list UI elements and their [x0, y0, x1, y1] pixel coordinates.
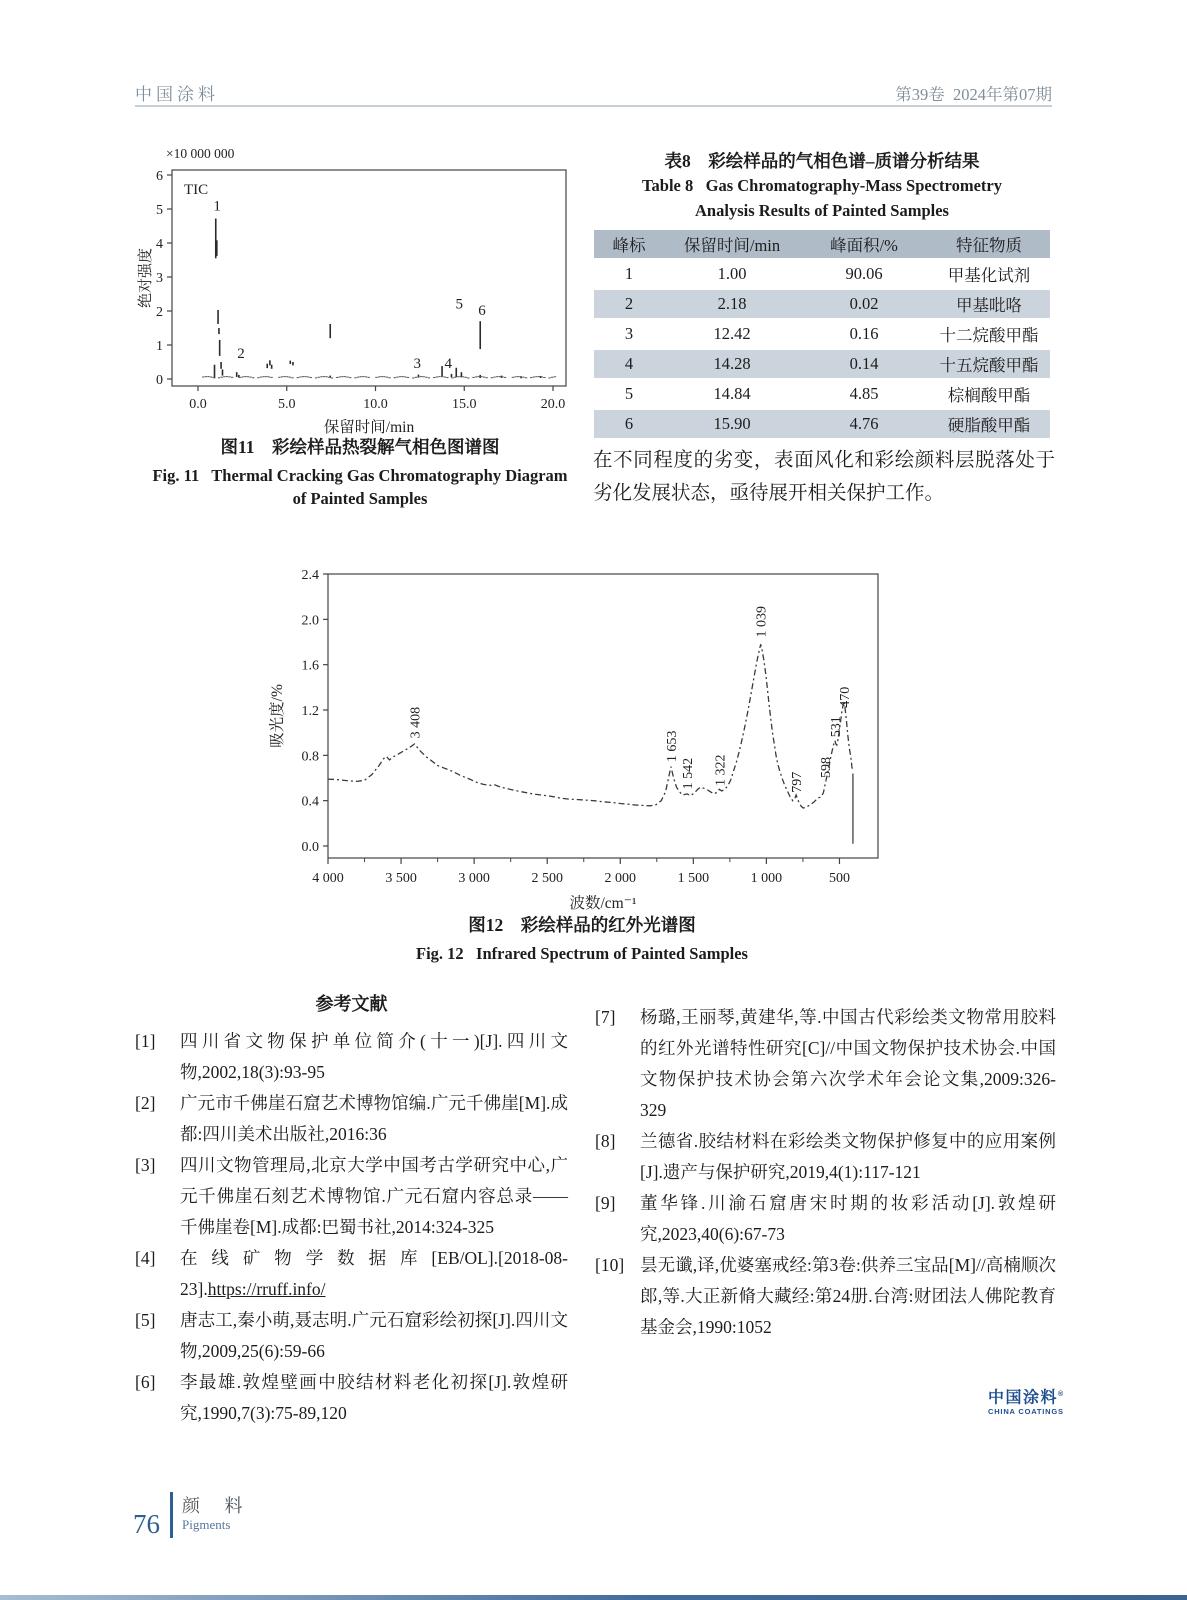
svg-text:20.0: 20.0: [540, 397, 566, 412]
reference-number: [10]: [595, 1255, 625, 1275]
svg-text:波数/cm⁻¹: 波数/cm⁻¹: [569, 895, 637, 912]
reference-text: 唐志工,秦小萌,聂志明.广元石窟彩绘初探[J].四川文物,2009,25(6):59-66: [180, 1310, 568, 1361]
footer-divider: [170, 1492, 173, 1538]
svg-text:4: 4: [444, 356, 453, 373]
references-list-left: [135, 1026, 568, 1429]
table-cell: 3: [624, 324, 634, 343]
figure11-caption-en-line2: of Painted Samples: [292, 489, 428, 508]
svg-text:3: 3: [156, 271, 163, 286]
svg-text:2 500: 2 500: [531, 871, 563, 886]
ir-chart: [266, 556, 898, 916]
reference-text: 兰德省.胶结材料在彩绘类文物保护修复中的应用案例[J].遗产与保护研究,2019,4(1):117-121: [640, 1131, 1056, 1182]
gcms-table-head: [594, 230, 1050, 259]
reference-item: [135, 1088, 568, 1150]
table-row: [594, 319, 1050, 349]
table-cell: 甲基化试剂: [947, 266, 1031, 285]
svg-text:吸光度/%: 吸光度/%: [269, 684, 286, 748]
reference-text: 昙无谶,译,优婆塞戒经:第3卷:供养三宝品[M]//高楠顺次郎,等.大正新脩大藏经:第24册.台湾:财团法人佛陀教育基金会,1990:1052: [640, 1255, 1056, 1337]
references-list-right: [595, 1002, 1056, 1343]
svg-text:0.4: 0.4: [301, 794, 319, 810]
reference-number: [3]: [135, 1155, 156, 1175]
svg-text:3 500: 3 500: [385, 871, 417, 886]
svg-text:1 500: 1 500: [677, 871, 710, 886]
svg-text:797: 797: [790, 771, 806, 793]
svg-text:5.0: 5.0: [278, 397, 296, 412]
table-cell: 14.84: [713, 384, 751, 403]
reference-item: [595, 1250, 1056, 1343]
logo-text-en: CHINA COATINGS: [988, 1407, 1064, 1417]
svg-text:500: 500: [828, 871, 850, 886]
table-cell: 0.02: [849, 294, 879, 313]
svg-text:15.0: 15.0: [452, 397, 477, 412]
svg-text:TIC: TIC: [184, 182, 209, 198]
table-row: [594, 379, 1050, 409]
svg-text:0.0: 0.0: [189, 397, 207, 412]
gcms-column-header: 峰面积/%: [830, 236, 898, 255]
tic-chart: [136, 140, 584, 440]
gcms-table-body: [594, 259, 1050, 439]
reference-number: [7]: [595, 1007, 616, 1027]
gcms-header-row: [594, 230, 1050, 259]
svg-text:2.0: 2.0: [301, 613, 319, 629]
svg-text:470: 470: [837, 686, 853, 708]
reference-url-link[interactable]: https://rruff.info/: [207, 1279, 326, 1299]
references-left-column: [135, 990, 568, 1429]
reference-number: [9]: [595, 1193, 616, 1213]
figure11-caption-zh: 图11 彩绘样品热裂解气相色图谱图: [220, 437, 500, 457]
svg-text:1 542: 1 542: [681, 757, 697, 790]
table-cell: 甲基吡咯: [956, 296, 1022, 315]
table-cell: 十五烷酸甲酯: [939, 356, 1039, 375]
table8-title-zh: 表8 彩绘样品的气相色谱–质谱分析结果: [664, 151, 980, 171]
reference-item: [135, 1150, 568, 1243]
gcms-column-header: 峰标: [612, 236, 646, 255]
table-cell: 15.90: [713, 414, 751, 433]
reference-text: 四川省文物保护单位简介(十一)[J].四川文物,2002,18(3):93-95: [180, 1031, 568, 1082]
references-heading: 参考文献: [315, 994, 388, 1014]
reference-item: [595, 1002, 1056, 1126]
page-footer: [133, 1492, 253, 1538]
svg-text:1 653: 1 653: [664, 730, 680, 763]
svg-text:2: 2: [237, 345, 245, 362]
page-number: 76: [133, 1509, 160, 1540]
table-cell: 5: [624, 384, 634, 403]
reference-item: [135, 1367, 568, 1429]
svg-text:2.4: 2.4: [301, 568, 319, 584]
table-cell: 90.06: [845, 264, 883, 283]
svg-text:5: 5: [455, 296, 464, 313]
table-cell: 十二烷酸甲酯: [939, 326, 1039, 345]
svg-text:保留时间/min: 保留时间/min: [323, 419, 415, 436]
figure11-caption: [136, 434, 584, 510]
svg-text:1: 1: [156, 339, 163, 354]
svg-text:1 039: 1 039: [754, 605, 770, 638]
references-right-column: [595, 1002, 1056, 1343]
figure12-caption: [266, 912, 898, 965]
svg-text:0.0: 0.0: [301, 840, 319, 855]
table-cell: 0.14: [849, 354, 879, 373]
reference-item: [135, 1243, 568, 1305]
svg-text:1.6: 1.6: [301, 658, 319, 674]
svg-text:4: 4: [156, 237, 163, 252]
reference-text: 在线矿物学数据库[EB/OL].[2018-08-23].https://rruff.info/: [180, 1248, 568, 1299]
table-cell: 4.76: [849, 414, 879, 433]
table-cell: 硬脂酸甲酯: [947, 416, 1031, 435]
svg-text:1.2: 1.2: [301, 704, 319, 720]
table8-title-en-line2: Analysis Results of Painted Samples: [695, 201, 949, 220]
table-cell: 0.16: [849, 324, 879, 343]
registered-mark-icon: ®: [1058, 1391, 1065, 1398]
svg-text:2: 2: [156, 305, 163, 320]
svg-text:598: 598: [819, 757, 835, 779]
svg-text:1 322: 1 322: [713, 754, 729, 786]
gcms-column-header: 保留时间/min: [683, 236, 781, 255]
svg-text:10.0: 10.0: [363, 397, 388, 412]
reference-text: 四川文物管理局,北京大学中国考古学研究中心,广元千佛崖石刻艺术博物馆.广元石窟内容总录——千佛崖卷[M].成都:巴蜀书社,2014:324-325: [180, 1155, 568, 1237]
svg-text:绝对强度: 绝对强度: [138, 247, 154, 309]
svg-text:6: 6: [156, 169, 163, 184]
svg-text:3 408: 3 408: [408, 706, 424, 739]
table-cell: 2.18: [717, 294, 747, 313]
table-row: [594, 259, 1050, 289]
reference-text: 杨璐,王丽琴,黄建华,等.中国古代彩绘类文物常用胶料的红外光谱特性研究[C]//中国文物保护技术协会.中国文物保护技术协会第六次学术年会论文集,2009:326-329: [640, 1007, 1056, 1120]
reference-text: 李最雄.敦煌壁画中胶结材料老化初探[J].敦煌研究,1990,7(3):75-89,120: [180, 1372, 568, 1423]
table-cell: 2: [624, 294, 634, 313]
gcms-column-header: 特征物质: [956, 236, 1022, 255]
svg-text:5: 5: [156, 203, 163, 218]
reference-number: [8]: [595, 1131, 616, 1151]
bottom-accent-bar: [0, 1595, 1187, 1600]
logo-text-zh: 中国涂料®: [988, 1389, 1065, 1407]
reference-number: [6]: [135, 1372, 156, 1392]
header-rule: [135, 105, 1052, 107]
table-cell: 棕榈酸甲酯: [947, 386, 1031, 405]
figure11-caption-en-line1: Fig. 11 Thermal Cracking Gas Chromatography Diagram: [152, 466, 568, 485]
svg-text:4 000: 4 000: [312, 871, 344, 886]
figure12-caption-zh: 图12 彩绘样品的红外光谱图: [468, 915, 696, 935]
reference-text: 广元市千佛崖石窟艺术博物馆编.广元千佛崖[M].成都:四川美术出版社,2016:36: [180, 1093, 568, 1144]
reference-item: [135, 1026, 568, 1088]
table-cell: 4: [624, 354, 634, 373]
table-cell: 1: [624, 264, 634, 283]
gcms-table: [594, 230, 1050, 440]
svg-text:1: 1: [213, 198, 221, 215]
table-cell: 14.28: [713, 354, 751, 373]
table-cell: 4.85: [849, 384, 879, 403]
table8-title-en-line1: Table 8 Gas Chromatography-Mass Spectrometry: [642, 176, 1002, 195]
table-cell: 1.00: [717, 264, 747, 283]
reference-item: [595, 1188, 1056, 1250]
table-cell: 6: [624, 414, 634, 433]
svg-text:2 000: 2 000: [604, 871, 637, 886]
svg-text:×10 000 000: ×10 000 000: [166, 146, 235, 161]
table-row: [594, 289, 1050, 319]
footer-section-en: Pigments: [182, 1517, 231, 1532]
svg-text:3: 3: [413, 356, 421, 373]
table-row: [594, 409, 1050, 439]
reference-number: [1]: [135, 1031, 156, 1051]
svg-text:6: 6: [478, 303, 486, 320]
reference-number: [4]: [135, 1248, 156, 1268]
svg-text:0.8: 0.8: [301, 749, 319, 765]
issue-info: 第39卷 2024年第07期: [895, 85, 1052, 104]
reference-number: [2]: [135, 1093, 156, 1113]
table-cell: 12.42: [713, 324, 751, 343]
reference-number: [5]: [135, 1310, 156, 1330]
reference-item: [595, 1126, 1056, 1188]
body-paragraph: 在不同程度的劣变，表面风化和彩绘颜料层脱落处于劣化发展状态，亟待展开相关保护工作。: [593, 450, 1055, 504]
figure12-caption-en: Fig. 12 Infrared Spectrum of Painted Samples: [416, 944, 748, 963]
table-row: [594, 349, 1050, 379]
svg-text:1 000: 1 000: [750, 871, 783, 886]
reference-text: 董华锋.川渝石窟唐宋时期的妆彩活动[J].敦煌研究,2023,40(6):67-73: [640, 1193, 1056, 1244]
page-header: [135, 80, 1052, 105]
table8-block: [594, 148, 1050, 440]
svg-text:531: 531: [828, 716, 844, 738]
reference-item: [135, 1305, 568, 1367]
svg-text:0: 0: [156, 373, 163, 388]
china-coatings-logo: [988, 1386, 1065, 1416]
journal-name: 中国涂料: [135, 85, 219, 104]
footer-section-zh: 颜 料: [182, 1496, 253, 1516]
svg-text:3 000: 3 000: [458, 871, 490, 886]
